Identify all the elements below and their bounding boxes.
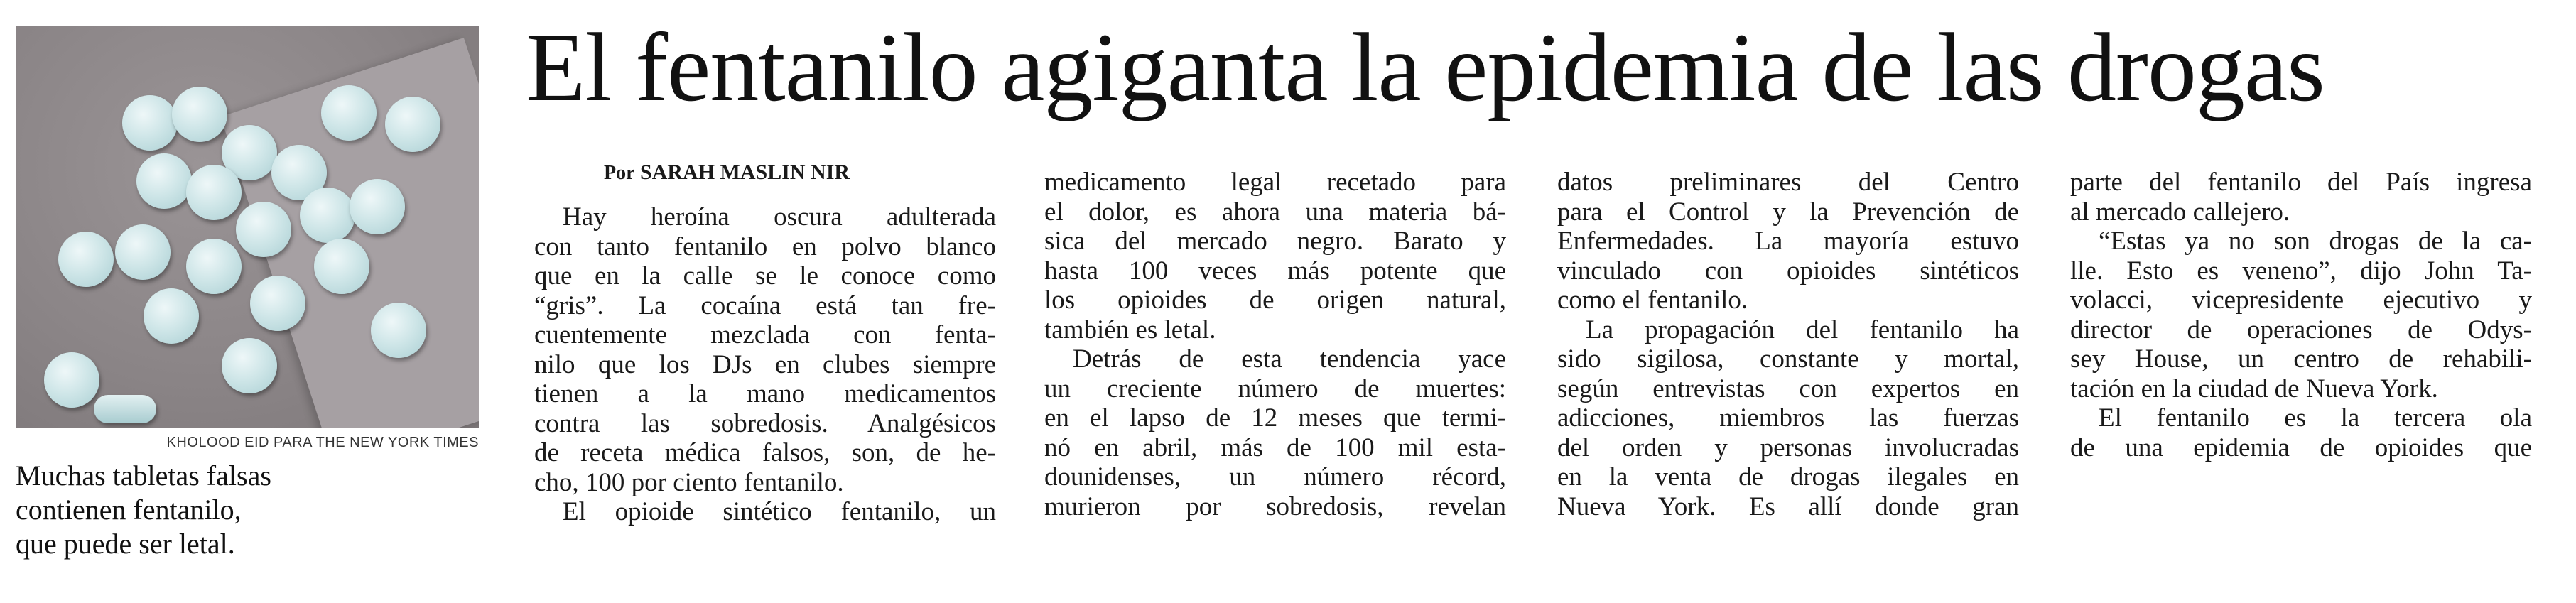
text-line: al mercado callejero. <box>2070 197 2290 227</box>
pill <box>186 239 242 294</box>
text-line: que en la calle se le conoce como <box>534 261 996 290</box>
text-line: parte del fentanilo del País ingresa <box>2070 168 2532 197</box>
photo-caption <box>16 459 499 561</box>
text-line: “gris”. La cocaína está tan fre- <box>534 290 996 320</box>
text-line: sido sigilosa, constante y mortal, <box>1557 344 2019 374</box>
text-line: contra las sobredosis. Analgésicos <box>534 408 996 438</box>
text-line: hasta 100 veces más potente que <box>1044 256 1506 286</box>
caption-line: Muchas tabletas falsas <box>16 460 271 491</box>
pill <box>44 352 99 408</box>
text-line: de una epidemia de opioides que <box>2070 433 2532 462</box>
text-line: sica del mercado negro. Barato y <box>1044 227 1506 256</box>
text-line: los opioides de origen natural, <box>1044 286 1506 315</box>
pill <box>144 288 199 344</box>
text-line: La propagación del fentanilo ha <box>1586 315 2019 344</box>
text-line: Nueva York. Es allí donde gran <box>1557 491 2019 521</box>
article-column-1 <box>534 202 996 527</box>
pill <box>186 165 242 220</box>
text-line: volacci, vicepresidente ejecutivo y <box>2070 286 2532 315</box>
text-line: “Estas ya no son drogas de la ca- <box>2099 227 2532 256</box>
byline-prefix: Por <box>604 162 635 184</box>
text-line: según entrevistas con expertos en <box>1557 374 2019 403</box>
text-line: Detrás de esta tendencia yace <box>1073 344 1506 374</box>
headline: El fentanilo agiganta la epidemia de las drogas <box>526 13 2325 121</box>
pill <box>371 303 426 358</box>
article-column-3 <box>1557 168 2019 521</box>
article-column-4 <box>2070 168 2532 462</box>
text-line: lle. Esto es veneno”, dijo John Ta- <box>2070 256 2532 286</box>
pill <box>300 188 355 243</box>
text-line: medicamento legal recetado para <box>1044 168 1506 197</box>
pill <box>314 239 369 294</box>
text-line: un creciente número de muertes: <box>1044 374 1506 403</box>
article-column-2 <box>1044 168 1506 521</box>
text-line: para el Control y la Prevención de <box>1557 197 2019 227</box>
text-line: director de operaciones de Odys- <box>2070 315 2532 344</box>
text-line: El fentanilo es la tercera ola <box>2099 403 2532 433</box>
pill <box>250 276 305 331</box>
text-line: sey House, un centro de rehabili- <box>2070 344 2532 374</box>
text-line: tienen a la mano medicamentos <box>534 379 996 408</box>
pill <box>385 97 440 152</box>
text-line: adicciones, miembros las fuerzas <box>1557 403 2019 433</box>
text-line: Hay heroína oscura adulterada <box>563 202 996 232</box>
byline-author: SARAH MASLIN NIR <box>640 161 850 184</box>
text-line: El opioide sintético fentanilo, un <box>563 497 996 526</box>
caption-line: que puede ser letal. <box>16 528 235 560</box>
text-line: cuentemente mezclada con fenta- <box>534 320 996 349</box>
text-line: nilo que los DJs en clubes siempre <box>534 349 996 379</box>
pill <box>350 179 405 234</box>
text-line: nó en abril, más de 100 mil esta- <box>1044 433 1506 462</box>
text-line: del orden y personas involucradas <box>1557 433 2019 462</box>
pill <box>321 85 377 141</box>
pill <box>136 153 192 209</box>
byline <box>604 158 850 188</box>
text-line: en la venta de drogas ilegales en <box>1557 462 2019 491</box>
pill <box>122 95 178 151</box>
pill <box>58 232 114 287</box>
pill <box>222 338 277 393</box>
pill <box>115 224 171 280</box>
text-line: como el fentanilo. <box>1557 286 1748 315</box>
text-line: dounidenses, un número récord, <box>1044 462 1506 491</box>
text-line: vinculado con opioides sintéticos <box>1557 256 2019 286</box>
text-line: el dolor, es ahora una materia bá- <box>1044 197 1506 227</box>
pill <box>236 202 291 257</box>
text-line: de receta médica falsos, son, de he- <box>534 438 996 467</box>
text-line: también es letal. <box>1044 315 1216 344</box>
text-line: en el lapso de 12 meses que termi- <box>1044 403 1506 433</box>
photo-credit: KHOLOOD EID PARA THE NEW YORK TIMES <box>166 435 479 450</box>
text-line: cho, 100 por ciento fentanilo. <box>534 467 844 497</box>
article-photo <box>16 26 479 428</box>
pill <box>94 395 156 423</box>
pill <box>172 87 227 142</box>
text-line: Enfermedades. La mayoría estuvo <box>1557 227 2019 256</box>
text-line: murieron por sobredosis, revelan <box>1044 491 1506 521</box>
text-line: datos preliminares del Centro <box>1557 168 2019 197</box>
text-line: con tanto fentanilo en polvo blanco <box>534 232 996 261</box>
caption-line: contienen fentanilo, <box>16 494 242 526</box>
text-line: tación en la ciudad de Nueva York. <box>2070 374 2438 403</box>
